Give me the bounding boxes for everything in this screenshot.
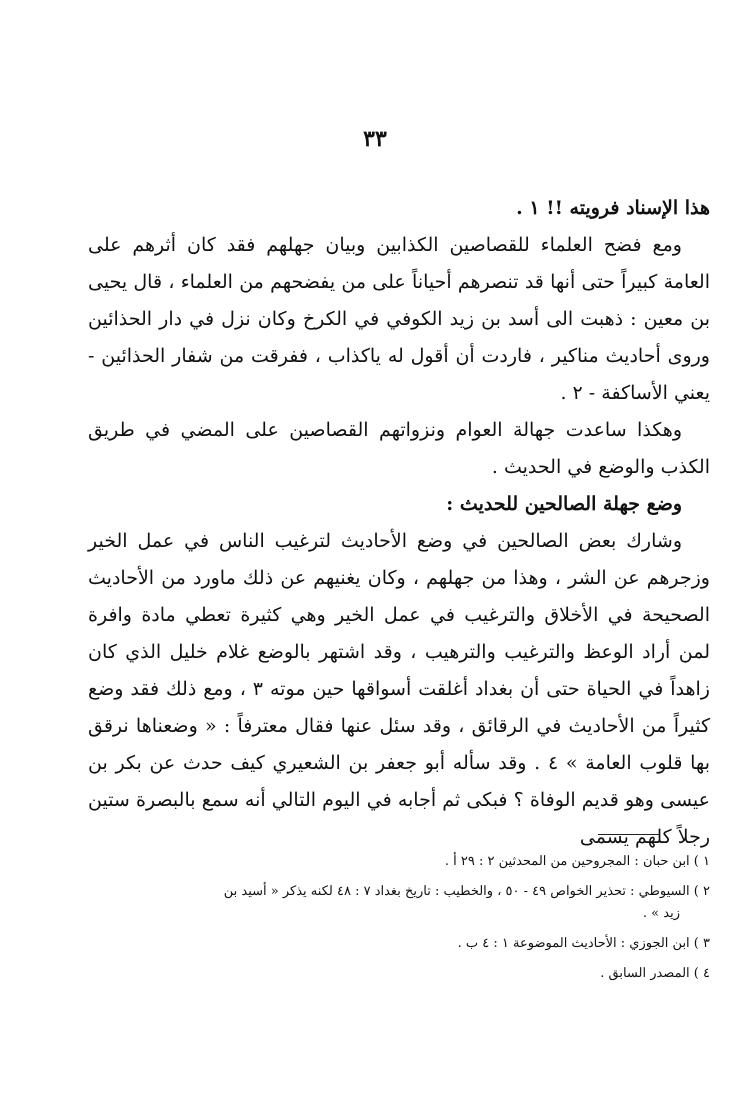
paragraph-2: ومع فضح العلماء للقصاصين الكذابين وبيان جهلهم فقد كان أثرهم على العامة كبيراً حتى أنها قد تنصرهم أحياناً على من يفضحهم من العلماء ، قال يحيى بن معين : ذهبت الى أسد بن زيد الكوفي في الكرخ وكان نزل في دار الحذائين وروى أحاديث مناكير ، فاردت أن أقول له ياكذاب ، ففرقت من شفار الحذائين - يعني الأساكفة - ٢ . xyxy=(88,234,710,404)
footnote-divider xyxy=(598,834,660,835)
footnote-2-continuation: زيد » . xyxy=(642,906,680,921)
footnote-4: ٤ ) المصدر السابق . xyxy=(600,966,710,981)
footnote-2: ٢ ) السيوطي : تحذير الخواص ٤٩ - ٥٠ ، والخطيب : تاريخ بغداد ٧ : ٤٨ لكنه يذكر « أسيد بن xyxy=(223,884,710,899)
paragraph-1: هذا الإسناد فرويته !! ١ . xyxy=(516,197,710,219)
footnote-1: ١ ) ابن حبان : المجروحين من المحدثين ٢ : ٢٩ أ . xyxy=(444,854,710,869)
paragraph-3: وهكذا ساعدت جهالة العوام ونزواتهم القصاصين على المضي في طريق الكذب والوضع في الحديث . xyxy=(88,419,710,478)
page-number: ٣٣ xyxy=(363,126,387,152)
footnotes xyxy=(100,852,710,994)
paragraph-4: وشارك بعض الصالحين في وضع الأحاديث لترغيب الناس في عمل الخير وزجرهم عن الشر ، وهذا من جهلهم ، وكان يغنيهم عن ذلك ماورد من الأحاديث الصحيحة في الأخلاق والترغيب في عمل الخير وهي كثيرة تعطي مادة وافرة لمن أراد الوعظ والترغيب والترهيب ، وقد اشتهر بالوضع غلام خليل الذي كان زاهداً في الحياة حتى أن بغداد أغلقت أسواقها حين موته ٣ ، ومع ذلك فقد وضع كثيراً من الأحاديث في الرقائق ، وقد سئل عنها فقال معترفاً : « وضعناها نرقق بها قلوب العامة » ٤ . وقد سأله أبو جعفر بن الشعيري كيف حدث عن بكر بن عيسى وهو قديم الوفاة ؟ فبكى ثم أجابه في اليوم التالي أنه سمع بالبصرة ستين رجلاً كلهم يسمى xyxy=(88,530,710,848)
footnote-3: ٣ ) ابن الجوزي : الأحاديث الموضوعة ١ : ٤ ب . xyxy=(457,936,710,951)
section-heading: وضع جهلة الصالحين للحديث : xyxy=(446,493,682,515)
main-text xyxy=(88,190,710,856)
